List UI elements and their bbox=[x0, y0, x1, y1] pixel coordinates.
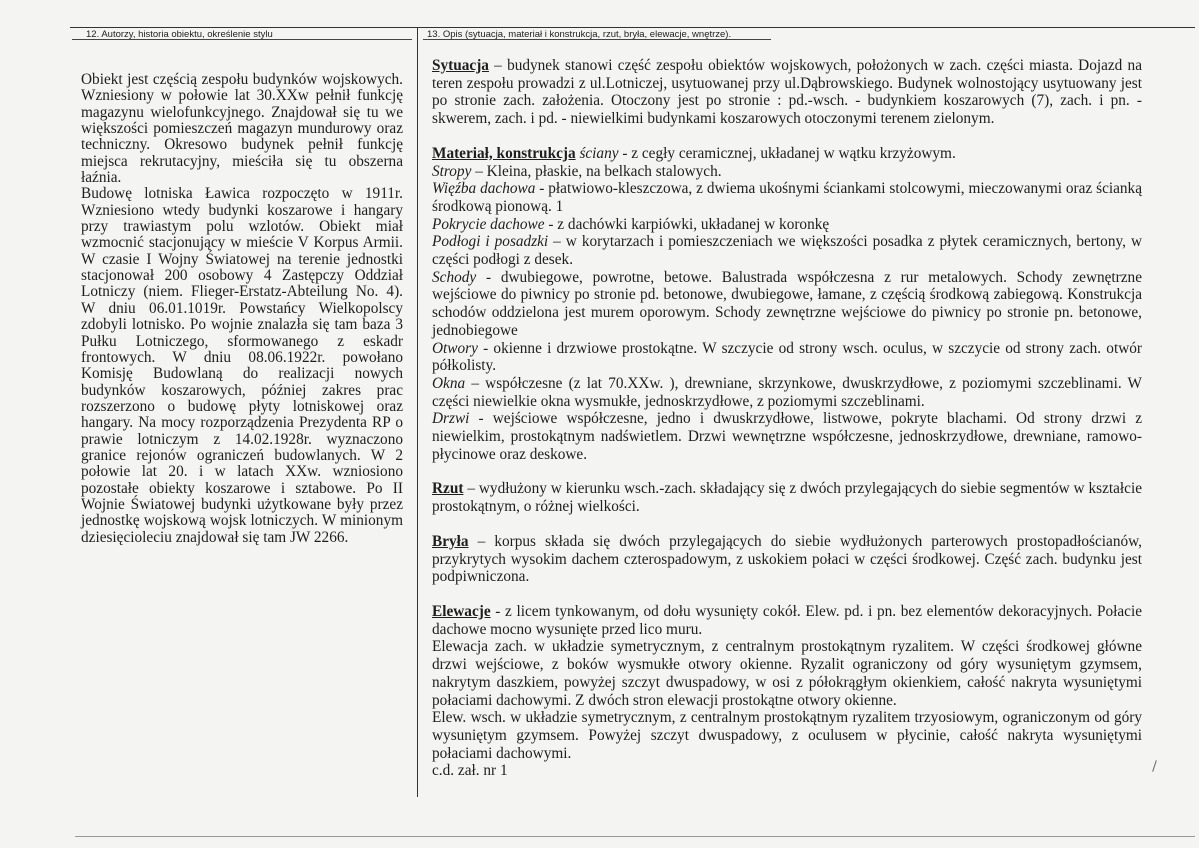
description-column bbox=[432, 57, 1142, 780]
history-paragraph: Obiekt jest częścią zespołu budynków wojskowych. Wzniesiony w połowie lat 30.XXw pełnił funkcję magazynu wielofunkcyjnego. Znajdował się tu we większości pomieszczeń magazyn mundurowy oraz techniczny. Okresowo budynek pełnił funkcję miejsca rekrutacyjny, mieściła się tu obszerna łaźnia. bbox=[81, 71, 403, 187]
okna-text: – współczesne (z lat 70.XXw. ), drewniane, skrzynkowe, dwuskrzydłowe, z poziomymi szczeblinami. W części niewielkie okna wysmukłe, jednoskrzydłowe, z poziomymi szczeblinami. bbox=[432, 374, 1142, 410]
continuation-note: c.d. zał. nr 1 bbox=[432, 762, 508, 780]
material-first-line bbox=[432, 145, 1142, 163]
wiezba-item bbox=[432, 180, 1142, 215]
section-13-header-underline bbox=[423, 39, 771, 40]
schody-text: - dwubiegowe, powrotne, betowe. Balustrada współczesna z rur metalowych. Schody zewnętrzne wejściowe do piwnicy po stronie pd. betonowe, dwubiegowe, łamane, z częścią środkową zabiegową. Konstrukcja schodów oddzielona jest murem oporowym. Schody zewnętrzne wejściowe do piwnicy po stronie pn. betonowe, jednobiegowe bbox=[432, 268, 1142, 339]
history-column bbox=[81, 72, 403, 546]
podlogi-item bbox=[432, 233, 1142, 268]
otwory-text: - okienne i drzwiowe prostokątne. W szczycie od strony wsch. oculus, w szczycie od strony zach. otwór półkolisty. bbox=[432, 339, 1142, 375]
schody-label: Schody bbox=[432, 268, 477, 286]
drzwi-item bbox=[432, 410, 1142, 463]
drzwi-label: Drzwi bbox=[432, 410, 470, 428]
podlogi-label: Podłogi i posadzki bbox=[432, 233, 549, 251]
history-paragraph: Budowę lotniska Ławica rozpoczęto w 1911r. Wzniesiono wtedy budynki koszarowe i hangary przy trawiastym polu wzlotów. Obiekt miał wzmocnić stacjonujący w mieście V Korpus Armii. W czasie I Wojny Światowej na terenie jednostki stacjonował 200 osobowy 4 Zastępczy Oddział Lotniczy (niem. Flieger-Erstatz-Abteilung No. 4). W dniu 06.01.1019r. Powstańcy Wielkopolscy zdobyli lotnisko. Po wojnie znalazła się tam baza 3 Pułku Lotniczego, sformowanego z eskadr frontowych. W dniu 08.06.1922r. powołano Komisję Budowlaną do realizacji nowych budynków koszarowych, później zakres prac rozszerzono o budowę płyty lotniskowej oraz hangary. Na mocy rozporządzenia Prezydenta RP o prawie lotniczym z 14.02.1928r. wyznaczono granice rejonów ograniczeń budowlanych. W 2 połowie lat 20. i w latach XXw. wzniosiono pozostałe obiekty koszarowe i sztabowe. Po II Wojnie Światowej budynki użytkowane były przez jednostkę wojskową wojsk lotniczych. W minionym dziesięcioleciu znajdował się tam JW 2266. bbox=[81, 185, 403, 546]
rzut-heading: Rzut bbox=[432, 480, 464, 498]
otwory-label: Otwory bbox=[432, 339, 478, 357]
elewacje-paragraph bbox=[432, 603, 1142, 638]
schody-item bbox=[432, 269, 1142, 340]
elewacje-intro: - z licem tynkowanym, od dołu wysunięty cokół. Elew. pd. i pn. bez elementów dekoracyjnych. Połacie dachowe mocno wysunięte przed lico muru. bbox=[432, 602, 1142, 638]
otwory-item bbox=[432, 340, 1142, 375]
pokrycie-text: - z dachówki karpiówki, układanej w koronkę bbox=[544, 215, 830, 233]
drzwi-text: - wejściowe współczesne, jedno i dwuskrzydłowe, listwowe, pokryte blachami. Od strony drzwi z niewielkim, prostokątnym nadświetlem. Drzwi wewnętrzne współczesne, jednoskrzydłowe, drewniane, ramowo-płycinowe oraz deskowe. bbox=[432, 410, 1142, 463]
elewacja-zach-paragraph: Elewacja zach. w układzie symetrycznym, z centralnym prostokątnym ryzalitem. W części środkowej główne drzwi wejściowe, z boków wysmukłe otwory okienne. Ryzalit ograniczony od góry wysuniętym gzymsem, nakrytym daszkiem, powyżej szczyt dwuspadowy, w osi z półokrągłym okienkiem, całość nakryta wysuniętymi połaciami dachowymi. Z dwóch stron elewacji prostokątne otwory okienne. bbox=[432, 638, 1142, 709]
pokrycie-label: Pokrycie dachowe bbox=[432, 215, 545, 233]
section-12-header: 12. Autorzy, historia obiektu, określenie stylu bbox=[86, 29, 273, 40]
wiezba-label: Więźba dachowa bbox=[432, 180, 536, 198]
bryla-text: – korpus składa się dwóch przylegających do siebie wydłużonych parterowych prostopadłościanów, przykrytych wysokim dachem czterospadowym, z uskokiem połaci w części środkowej. Część zach. budynku jest podpiwniczona. bbox=[432, 532, 1142, 586]
sytuacja-text: – budynek stanowi część zespołu obiektów wojskowych, położonych w zach. części miasta. Dojazd na teren zespołu prowadzi z ul.Lotniczej, usytuowanej przy ul.Dąbrowskiego. Budynek wolnostojący usytuowany jest po stronie zach. założenia. Otoczony jest po stronie : pd.-wsch. - budynkiem koszarowych (7), zach. i pn. - skwerem, zach. i pd. - niewielkimi budynkami koszarowych otoczonymi terenem zielonym. bbox=[432, 57, 1142, 128]
elewacje-heading: Elewacje bbox=[432, 602, 491, 620]
okna-item bbox=[432, 375, 1142, 410]
okna-label: Okna bbox=[432, 374, 466, 392]
sciany-text: - z cegły ceramicznej, układanej w wątku krzyżowym. bbox=[618, 144, 956, 162]
sciany-label: ściany bbox=[579, 144, 619, 162]
section-12-header-underline bbox=[72, 39, 412, 40]
elewacja-wsch-paragraph: Elew. wsch. w układzie symetrycznym, z centralnym prostokątnym ryzalitem trzyosiowym, ograniczonym od góry wysuniętym gzymsem. Powyżej szczyt dwuspadowy, z oculusem w płycinie, całość nakryta wysuniętymi połaciami dachowymi. bbox=[432, 709, 1142, 762]
pokrycie-item bbox=[432, 216, 1142, 234]
stropy-label: Stropy bbox=[432, 162, 472, 180]
bryla-heading: Bryła bbox=[432, 532, 469, 550]
stropy-item bbox=[432, 163, 1142, 181]
header-rule bbox=[70, 27, 1195, 28]
rzut-paragraph bbox=[432, 480, 1142, 515]
sytuacja-paragraph bbox=[432, 57, 1142, 128]
podlogi-text: – w korytarzach i pomieszczeniach we większości posadka z płytek ceramicznych, bertony, w części podłogi z desek. bbox=[432, 233, 1142, 269]
sytuacja-heading: Sytuacja bbox=[432, 57, 489, 74]
stropy-text: – Kleina, płaskie, na belkach stalowych. bbox=[471, 162, 722, 180]
bryla-paragraph bbox=[432, 533, 1142, 586]
scan-mark bbox=[1152, 760, 1157, 772]
footer-rule bbox=[75, 836, 1195, 837]
section-13-header: 13. Opis (sytuacja, materiał i konstrukcja, rzut, bryła, elewacje, wnętrze). bbox=[427, 29, 732, 40]
rzut-text: – wydłużony w kierunku wsch.-zach. składający się z dwóch przylegających do siebie segmentów w kształcie prostokątnym, o różnej wielkości. bbox=[432, 480, 1142, 516]
column-divider bbox=[417, 27, 418, 797]
material-heading: Materiał, konstrukcja bbox=[432, 144, 576, 162]
wiezba-text: - płatwiowo-kleszczowa, z dwiema ukośnymi ściankami stolcowymi, mieczowanymi oraz ścianką środkową pionową. 1 bbox=[432, 180, 1142, 215]
